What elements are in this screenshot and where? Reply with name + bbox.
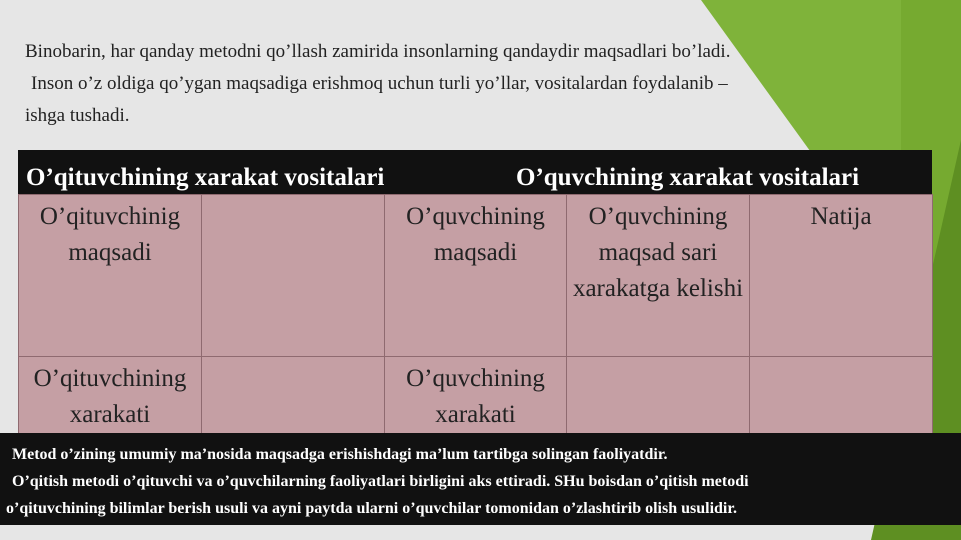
table-row [19,357,933,437]
intro-line-3: ishga tushadi. [25,105,130,126]
cell-empty [750,357,933,437]
cell-teacher-action: O’qituvchining xarakati [19,357,202,437]
comparison-table [18,150,932,437]
footer-line-1: Metod o’zining umumiy ma’nosida maqsadga erishishdagi ma’lum tartibga solingan faoliyatdir. [12,446,668,463]
header-student-means: O’quvchining xarakat vositalari [516,164,860,191]
cell-empty [202,195,385,357]
footer-definition [0,433,961,525]
table-header [18,150,932,194]
table-body [18,194,933,437]
footer-line-3: o’qituvchining bilimlar berish usuli va ayni paytda ularni o’quvchilar tomonidan o’zlashtirib olish usulidir. [6,500,737,517]
cell-empty [567,357,750,437]
table-row [19,195,933,357]
cell-student-movement: O’quvchining maqsad sari xarakatga kelishi [567,195,750,357]
cell-student-action: O’quvchining xarakati [385,357,567,437]
header-teacher-means: O’qituvchining xarakat vositalari [26,164,385,191]
intro-line-1: Binobarin, har qanday metodni qo’llash zamirida insonlarning qandaydir maqsadlari bo’ladi. [25,41,731,62]
cell-teacher-goal: O’qituvchinig maqsadi [19,195,202,357]
cell-result: Natija [750,195,933,357]
footer-line-2: O’qitish metodi o’qituvchi va o’quvchilarning faoliyatlari birligini aks ettiradi. SHu boisdan o’qitish metodi [12,473,749,490]
cell-student-goal: O’quvchining maqsadi [385,195,567,357]
intro-text [25,36,930,132]
cell-empty [202,357,385,437]
intro-line-2: Inson o’z oldiga qo’ygan maqsadiga erishmoq uchun turli yo’llar, vositalardan foydalanib – [31,73,728,94]
